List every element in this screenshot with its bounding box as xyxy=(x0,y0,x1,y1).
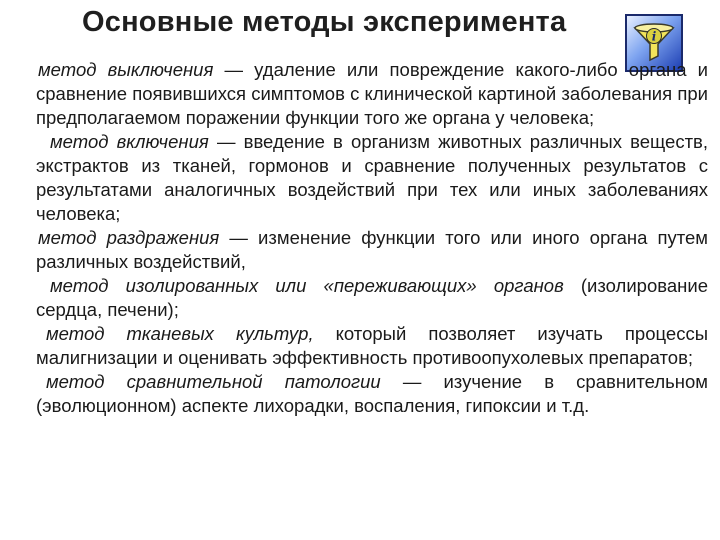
method-description: который позволяет изучать процессы малигнизации и оценивать эффективность противоопухолевых препаратов; xyxy=(36,323,708,368)
list-item xyxy=(36,58,708,130)
method-description: — введение в организм животных различных веществ, экстрактов из тканей, гормонов и сравнение полученных результатов с результатами аналогичных воздействий при тех или иных заболеваниях человека; xyxy=(36,131,709,224)
svg-text:i: i xyxy=(651,29,657,44)
list-item xyxy=(36,370,708,418)
method-term: метод сравнительной патологии xyxy=(46,371,381,392)
method-term: метод выключения xyxy=(38,59,214,80)
method-description: (изолирование сердца, печени); xyxy=(36,275,708,320)
method-description: — изучение в сравнительном (эволюционном) аспекте лихорадки, воспаления, гипоксии и т.д. xyxy=(36,371,708,416)
method-term: метод включения xyxy=(50,131,209,152)
method-term: метод изолированных или «переживающих» органов xyxy=(50,275,564,296)
list-item xyxy=(36,226,708,274)
method-description: — изменение функции того или иного органа путем различных воздействий, xyxy=(36,227,709,272)
method-term: метод тканевых культур, xyxy=(46,323,314,344)
method-description: — удаление или повреждение какого-либо органа и сравнение появившихся симптомов с клинической картиной заболевания при предполагаемом поражении функции того же органа у человека; xyxy=(36,59,708,128)
page-title: Основные методы эксперимента xyxy=(82,6,567,38)
methods-list xyxy=(36,58,708,418)
method-term: метод раздражения xyxy=(38,227,220,248)
list-item xyxy=(36,322,708,370)
list-item xyxy=(36,274,708,322)
list-item xyxy=(36,130,708,226)
